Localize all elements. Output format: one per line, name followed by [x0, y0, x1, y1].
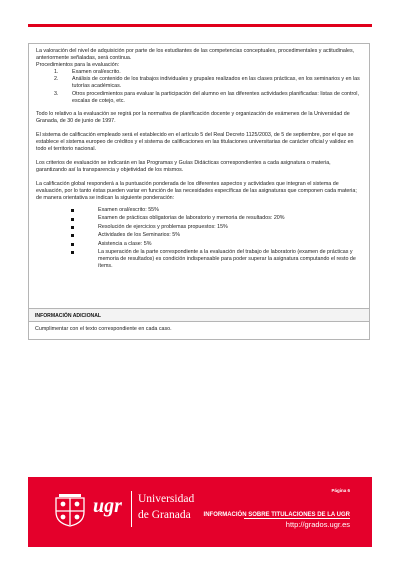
calificacion-paragraph: El sistema de calificación empleado será el establecido en el artículo 5 del Real Decreto 1125/2003, de 5 de septiembre, por el que se establece el sistema europeo de créditos y el sistema de calificaciones en las titulaciones universitarias de carácter oficial y validez en todo el territorio nacional.	[36, 132, 354, 153]
ugr-logo-text: ugr	[93, 495, 122, 517]
criterios-paragraph: Los criterios de evaluación se indicarán en las Programas y Guías Didácticas correspondientes a cada asignatura o materia, garantizando así la transparencia y objetividad de los mismos.	[36, 160, 331, 174]
bullet-icon	[71, 234, 74, 237]
bullet-icon	[71, 218, 74, 221]
list-item: 1. Examen oral/escrito.	[54, 69, 121, 76]
list-item: 3. Otros procedimientos para evaluar la participación del alumno en las diferentes actividades planificadas: listas de control, escalas de cotejo, etc.	[54, 90, 359, 104]
university-name-line1: Universidad	[138, 493, 195, 505]
section-text: Cumplimentar con el texto correspondiente en cada caso.	[35, 326, 172, 332]
list-item: Actividades de los Seminarios: 5%	[71, 232, 362, 239]
footer-banner	[28, 477, 372, 547]
list-item: Examen oral/escrito: 55%	[71, 207, 362, 214]
bullet-icon	[71, 243, 74, 246]
ponderacion-paragraph: La calificación global responderá a la puntuación ponderada de los diferentes aspectos y actividades que integran el sistema de evaluación, por lo tanto éstas pueden variar en función de las necesidades específicas de las asignaturas que componen cada materia; de manera orientativa se indican la siguiente ponderación:	[36, 180, 357, 201]
list-item: Asistencia a clase: 5%	[71, 241, 362, 248]
evaluation-table	[28, 43, 370, 340]
bullet-icon	[71, 251, 74, 254]
university-name-line2: de Granada	[138, 509, 191, 521]
info-url-link[interactable]: http://grados.ugr.es	[285, 520, 350, 529]
section-title: INFORMACIÓN ADICIONAL	[29, 308, 369, 322]
bullet-icon	[71, 209, 74, 212]
procedures-label: Procedimientos para la evaluación:	[36, 62, 120, 69]
intro-paragraph: La valoración del nivel de adquisición por parte de los estudiantes de las competencias conceptuales, procedimentales y actitudinales, anteriormente señaladas, será continua.	[36, 48, 355, 62]
evaluation-cell	[29, 44, 369, 308]
bullet-icon	[71, 226, 74, 229]
logo-divider	[131, 491, 132, 527]
list-item: 2. Análisis de contenido de los trabajos individuales y grupales realizados en las clases prácticas, en los seminarios y en las tutorías académicas.	[54, 76, 360, 90]
weights-list	[36, 207, 362, 270]
list-item: Examen de prácticas obligatorias de laboratorio y memoria de resultados: 20%	[71, 215, 362, 222]
procedures-list	[36, 69, 362, 104]
norma-paragraph: Todo lo relativo a la evaluación se regirá por la normativa de planificación docente y organización de exámenes de la Universidad de Granada, de 30 de junio de 1997.	[36, 111, 350, 125]
info-underline	[244, 518, 350, 519]
list-item: Resolución de ejercicios y problemas propuestos: 15%	[71, 224, 362, 231]
page-number: Página 6	[331, 488, 350, 493]
header-rule	[28, 24, 372, 27]
info-title: INFORMACIÓN SOBRE TITULACIONES DE LA UGR	[203, 512, 350, 518]
university-emblem-icon	[50, 492, 90, 528]
list-item: La superación de la parte correspondiente a la evaluación del trabajo de laboratorio (examen de prácticas y memoria de resultados) es condición indispensable para poder superar la asignatura computando el resto de ítems.	[71, 249, 362, 270]
